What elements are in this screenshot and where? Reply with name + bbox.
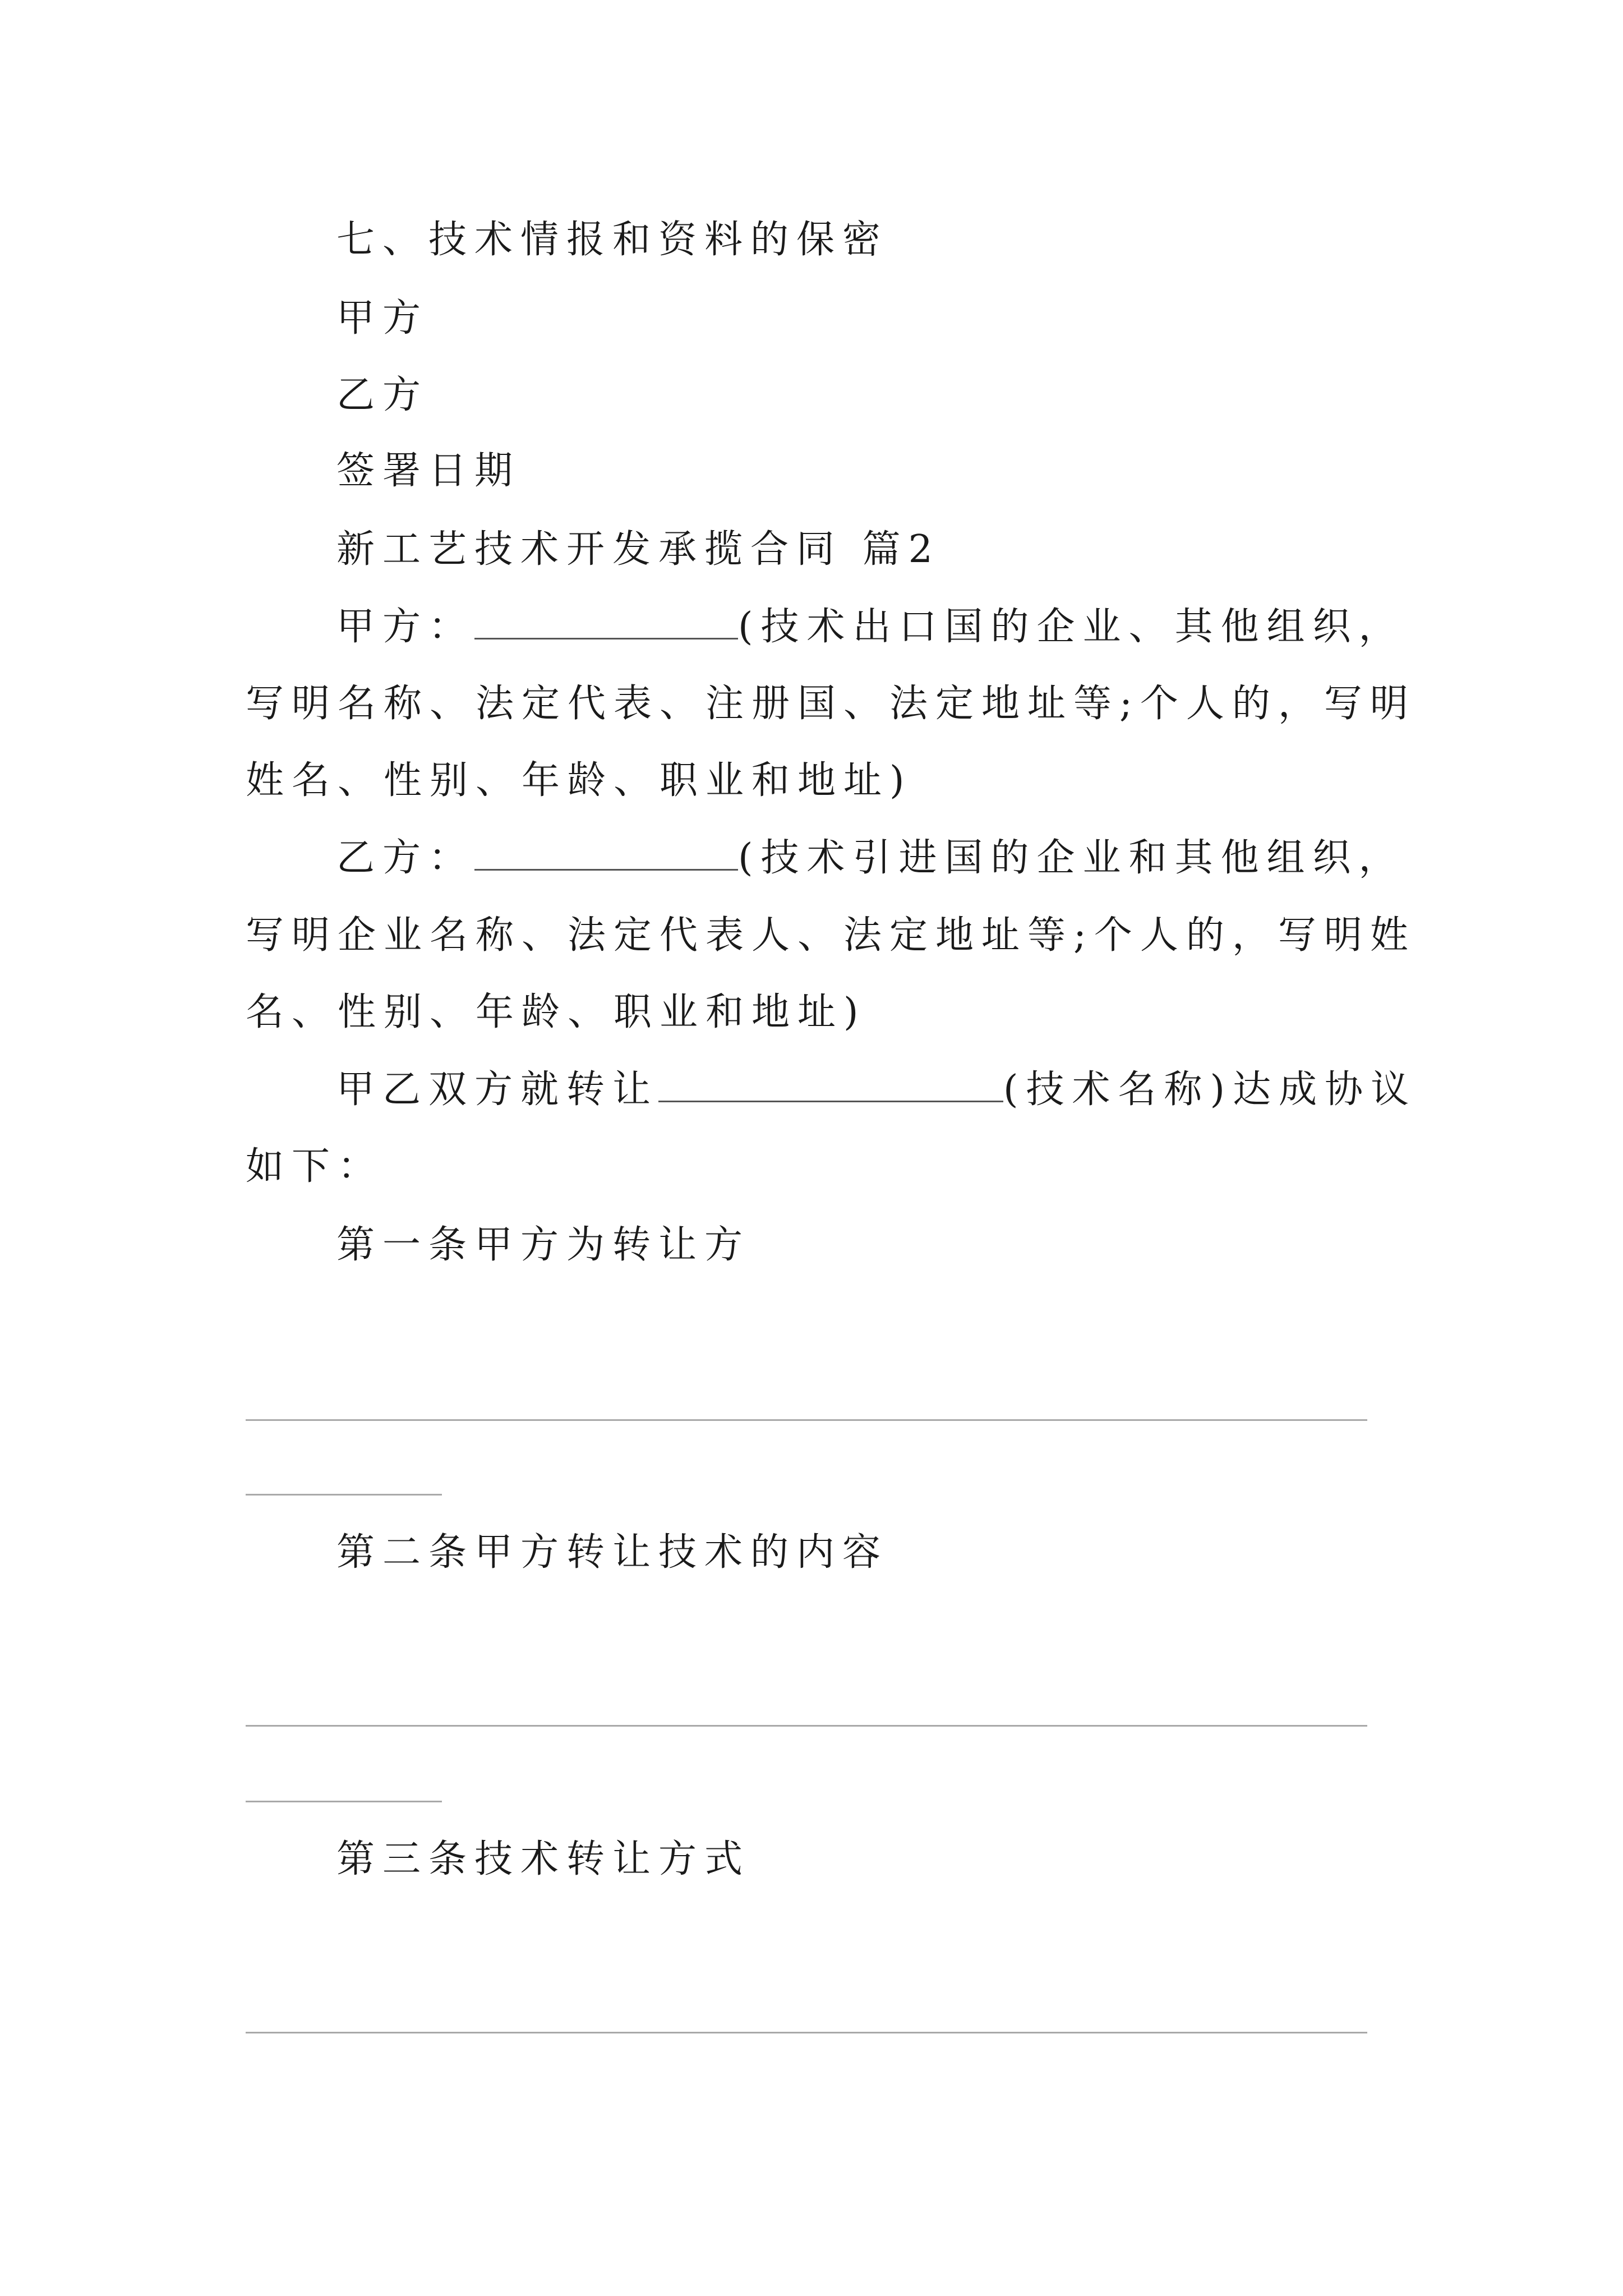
article-3-fill-line[interactable] <box>246 2032 1367 2033</box>
party-a-desc-line-3: 姓名、性别、年龄、职业和地址) <box>246 758 912 803</box>
party-b-desc-line-3: 名、性别、年龄、职业和地址) <box>246 990 866 1034</box>
party-b-label: 乙方： <box>336 836 475 880</box>
article-1-fill-line-short[interactable] <box>246 1494 442 1496</box>
signature-party-a: 甲方 <box>336 296 429 341</box>
article-1-fill-line[interactable] <box>246 1419 1367 1421</box>
article-3-title: 第三条技术转让方式 <box>336 1837 751 1881</box>
party-a-desc-line-2: 写明名称、法定代表、注册国、法定地址等;个人的，写明 <box>246 682 1416 726</box>
party-b-line <box>336 836 1405 881</box>
technology-name-blank[interactable] <box>658 1071 1003 1102</box>
signature-party-b: 乙方 <box>336 373 429 417</box>
article-2-fill-line-short[interactable] <box>246 1801 442 1802</box>
party-b-name-blank[interactable] <box>474 840 738 871</box>
party-a-line <box>336 605 1405 650</box>
contract-title: 新工艺技术开发承揽合同 篇2 <box>336 527 940 572</box>
section-7-title: 七、技术情报和资料的保密 <box>336 218 889 262</box>
agreement-continuation: 如下： <box>246 1144 384 1189</box>
agreement-prefix: 甲乙双方就转让 <box>336 1068 659 1112</box>
article-1-title: 第一条甲方为转让方 <box>336 1223 751 1267</box>
agreement-line <box>336 1068 1417 1112</box>
party-a-name-blank[interactable] <box>474 609 738 639</box>
article-2-fill-line[interactable] <box>246 1725 1367 1727</box>
party-b-desc-line-2: 写明企业名称、法定代表人、法定地址等;个人的，写明姓 <box>246 913 1416 958</box>
party-a-desc-1: (技术出口国的企业、其他组织， <box>738 605 1405 649</box>
party-a-label: 甲方： <box>336 605 475 649</box>
party-b-desc-1: (技术引进国的企业和其他组织， <box>738 836 1405 880</box>
article-2-title: 第二条甲方转让技术的内容 <box>336 1530 889 1575</box>
agreement-suffix: (技术名称)达成协议 <box>1003 1068 1417 1112</box>
signature-date: 签署日期 <box>336 449 521 493</box>
